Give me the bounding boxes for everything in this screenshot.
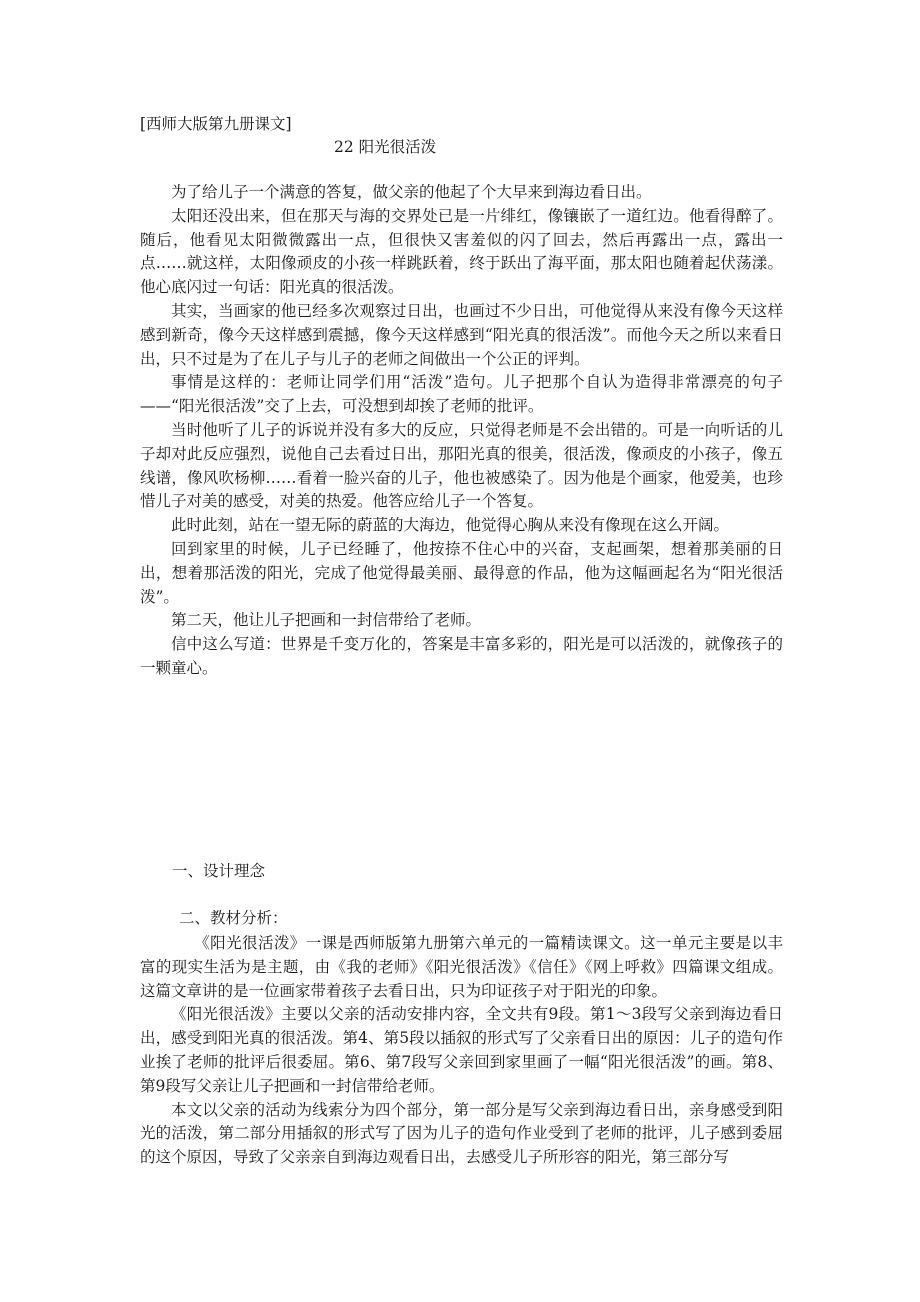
material-analysis-text <box>140 932 783 1170</box>
section-heading-material-analysis: 二、教材分析： <box>179 909 288 927</box>
paragraph: 此时此刻，站在一望无际的蔚蓝的大海边，他觉得心胸从来没有像现在这么开阔。 <box>171 516 730 535</box>
textbook-header: [西师大版第九册课文] <box>140 115 292 133</box>
paragraph: 其实，当画家的他已经多次观察过日出，也画过不少日出，可他觉得从来没有像今天这样感到新奇，像今天这样感到震撼，像今天这样感到“阳光真的很活泼”。而他今天之所以来看日出，只不过是为了在儿子与儿子的老师之间做出一个公正的评判。 <box>140 301 783 368</box>
paragraph: 第二天，他让儿子把画和一封信带给了老师。 <box>171 611 482 630</box>
paragraph: 为了给儿子一个满意的答复，做父亲的他起了个大早来到海边看日出。 <box>171 183 652 201</box>
section-heading-design-concept: 一、设计理念 <box>172 862 266 880</box>
paragraph: 事情是这样的：老师让同学们用“活泼”造句。儿子把那个自认为造得非常漂亮的句子——“阳光很活泼”交了上去，可没想到却挨了老师的批评。 <box>140 373 783 416</box>
paragraph: 《阳光很活泼》一课是西师版第九册第六单元的一篇精读课文。这一单元主要是以丰富的现实生活为是主题，由《我的老师》《阳光很活泼》《信任》《网上呼救》四篇课文组成。 这篇文章讲的是一位画家带着孩子去看日出，只为印证孩子对于阳光的印象。 <box>140 934 783 1000</box>
paragraph: 当时他听了儿子的诉说并没有多大的反应，只觉得老师是不会出错的。可是一向听话的儿子却对此反应强烈，说他自己去看过日出，那阳光真的很美，很活泼，像顽皮的小孩子，像五线谱，像风吹杨柳……看着一脸兴奋的儿子，他也被感染了。因为他是个画家，他爱美，也珍惜儿子对美的感受，对美的热爱。他答应给儿子一个答复。 <box>140 420 783 511</box>
paragraph: 回到家里的时候，儿子已经睡了，他按捺不住心中的兴奋，支起画架，想着那美丽的日出，想着那活泼的阳光，完成了他觉得最美丽、最得意的作品，他为这幅画起名为“阳光很活泼”。 <box>140 539 783 606</box>
lesson-text <box>140 181 783 681</box>
paragraph: 信中这么写道：世界是千变万化的，答案是丰富多彩的，阳光是可以活泼的，就像孩子的一颗童心。 <box>140 635 783 677</box>
paragraph: 太阳还没出来，但在那天与海的交界处已是一片绯红，像镶嵌了一道红边。他看得醉了。随后，他看见太阳微微露出一点，但很快又害羞似的闪了回去，然后再露出一点，露出一点……就这样，太阳像顽皮的小孩一样跳跃着，终于跃出了海平面，那太阳也随着起伏荡漾。他心底闪过一句话：阳光真的很活泼。 <box>140 206 783 297</box>
lesson-title: 22 阳光很活泼 <box>334 138 437 156</box>
paragraph: 《阳光很活泼》主要以父亲的活动安排内容，全文共有9段。第1～3段写父亲到海边看日出，感受到阳光真的很活泼。第4、第5段以插叙的形式写了父亲看日出的原因：儿子的造句作业挨了老师的批评后很委屈。第6、第7段写父亲回到家里画了一幅“阳光很活泼”的画。第8、第9段写父亲让儿子把画和一封信带给老师。 <box>140 1005 783 1095</box>
paragraph: 本文以父亲的活动为线索分为四个部分，第一部分是写父亲到海边看日出，亲身感受到阳光的活泼，第二部分用插叙的形式写了因为儿子的造句作业受到了老师的批评，儿子感到委屈的这个原因，导致了父亲亲自到海边观看日出，去感受儿子所形容的阳光，第三部分写 <box>140 1100 783 1167</box>
